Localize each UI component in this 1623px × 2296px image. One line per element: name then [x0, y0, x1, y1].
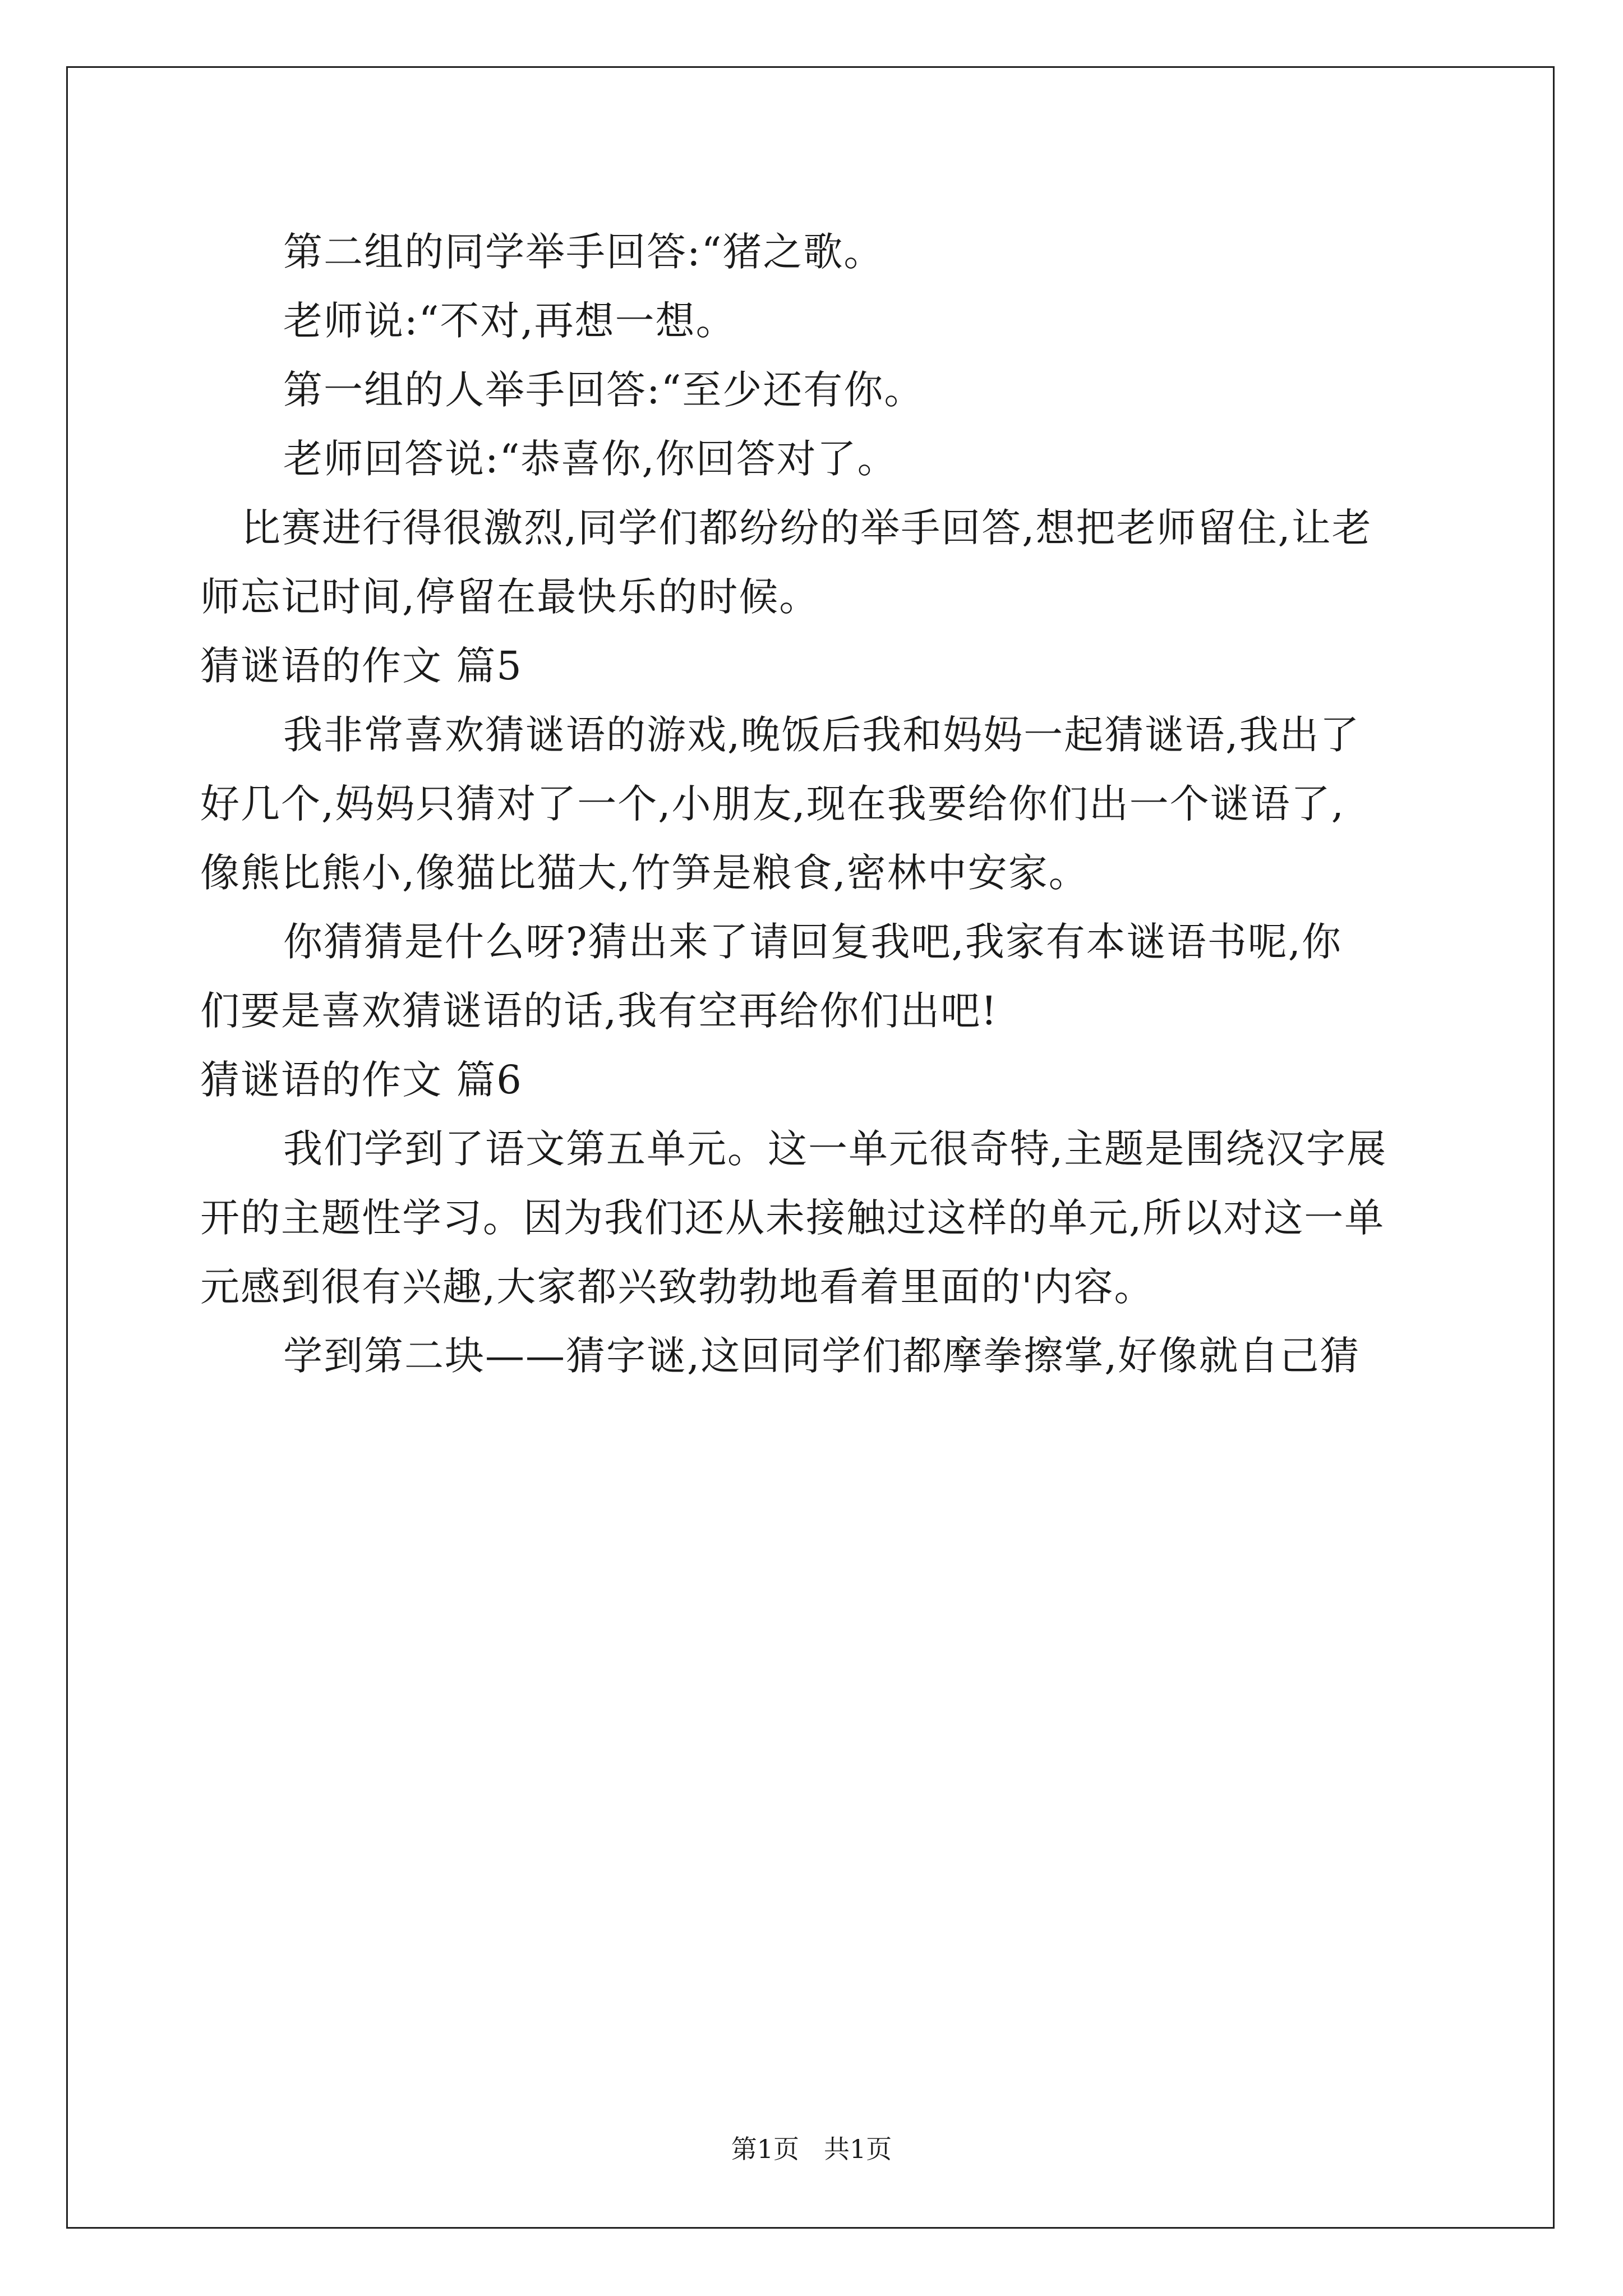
section-heading: 猜谜语的作文 篇5 — [200, 643, 523, 689]
paragraph-line: 师忘记时间,停留在最快乐的时候。 — [200, 574, 820, 620]
paragraph-line: 好几个,妈妈只猜对了一个,小朋友,现在我要给你们出一个谜语了, — [200, 781, 1345, 827]
paragraph-line: 第二组的同学举手回答:“猪之歌。 — [283, 229, 884, 275]
paragraph-line: 老师说:“不对,再想一想。 — [283, 298, 736, 344]
paragraph-line: 比赛进行得很激烈,同学们都纷纷的举手回答,想把老师留住,让老 — [241, 505, 1372, 551]
paragraph-line: 开的主题性学习。因为我们还从未接触过这样的单元,所以对这一单 — [200, 1195, 1385, 1241]
paragraph-line: 老师回答说:“恭喜你,你回答对了。 — [283, 436, 898, 482]
paragraph-line: 元感到很有兴趣,大家都兴致勃勃地看着里面的'内容。 — [200, 1264, 1155, 1310]
page-number-total: 共1页 — [824, 2134, 892, 2164]
paragraph-line: 学到第二块——猜字谜,这回同学们都摩拳擦掌,好像就自己猜 — [283, 1333, 1361, 1379]
paragraph-line: 们要是喜欢猜谜语的话,我有空再给你们出吧! — [200, 988, 998, 1034]
paragraph-line: 我非常喜欢猜谜语的游戏,晚饭后我和妈妈一起猜谜语,我出了 — [283, 712, 1361, 758]
paragraph-line: 第一组的人举手回答:“至少还有你。 — [283, 367, 925, 413]
paragraph-line: 我们学到了语文第五单元。这一单元很奇特,主题是围绕汉字展 — [283, 1126, 1387, 1172]
section-heading: 猜谜语的作文 篇6 — [200, 1057, 523, 1103]
paragraph-line: 像熊比熊小,像猫比猫大,竹笋是粮食,密林中安家。 — [200, 850, 1089, 896]
page-number-current: 第1页 — [731, 2134, 799, 2164]
paragraph-line: 你猜猜是什么呀?猜出来了请回复我吧,我家有本谜语书呢,你 — [283, 919, 1343, 965]
page-footer — [0, 2136, 1623, 2162]
